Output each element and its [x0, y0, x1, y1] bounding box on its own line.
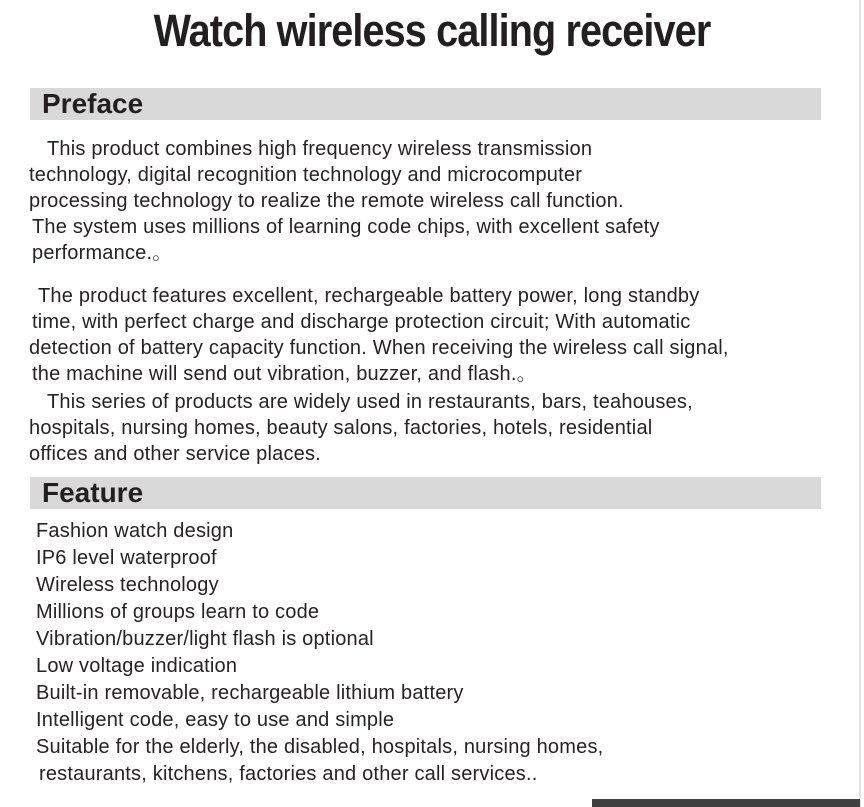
page-title: Watch wireless calling receiver — [153, 5, 711, 56]
text-line: offices and other service places. — [29, 443, 321, 465]
text-line: hospitals, nursing homes, beauty salons, factories, hotels, residential — [29, 417, 653, 439]
feature-item: restaurants, kitchens, factories and other call services.. — [39, 763, 538, 785]
page-edge-divider — [859, 0, 861, 807]
text-line: detection of battery capacity function. When receiving the wireless call signal, — [29, 337, 729, 359]
text-line: time, with perfect charge and discharge protection circuit; With automatic — [32, 311, 691, 333]
feature-item: Intelligent code, easy to use and simple — [36, 709, 395, 731]
text-line: processing technology to realize the remote wireless call function. — [29, 190, 624, 212]
preface-paragraph-1 — [0, 136, 864, 266]
text-line: This series of products are widely used in restaurants, bars, teahouses, — [47, 391, 693, 413]
text-line: technology, digital recognition technology and microcomputer — [29, 164, 583, 186]
feature-heading: Feature — [42, 477, 144, 508]
text-line: The product features excellent, rechargeable battery power, long standby — [38, 285, 700, 307]
text-line: the machine will send out vibration, buzzer, and flash.。 — [32, 363, 537, 385]
horizontal-scrollbar-thumb[interactable] — [592, 799, 860, 807]
preface-paragraph-3 — [0, 389, 864, 467]
feature-item: Vibration/buzzer/light flash is optional — [36, 628, 374, 650]
feature-item: Low voltage indication — [36, 655, 238, 677]
feature-list — [0, 518, 864, 788]
feature-item: Wireless technology — [36, 574, 219, 596]
preface-paragraph-2 — [0, 283, 864, 387]
preface-heading: Preface — [42, 88, 144, 119]
text-line: The system uses millions of learning code chips, with excellent safety — [32, 216, 660, 238]
feature-item: Suitable for the elderly, the disabled, hospitals, nursing homes, — [36, 736, 604, 758]
feature-item: Built-in removable, rechargeable lithium battery — [36, 682, 464, 704]
preface-section-header — [30, 88, 821, 120]
feature-item: Millions of groups learn to code — [36, 601, 320, 623]
text-line: performance.。 — [32, 242, 173, 264]
feature-item: Fashion watch design — [36, 520, 234, 542]
feature-item: IP6 level waterproof — [36, 547, 217, 569]
feature-section-header — [30, 477, 821, 509]
text-line: This product combines high frequency wireless transmission — [47, 138, 593, 160]
